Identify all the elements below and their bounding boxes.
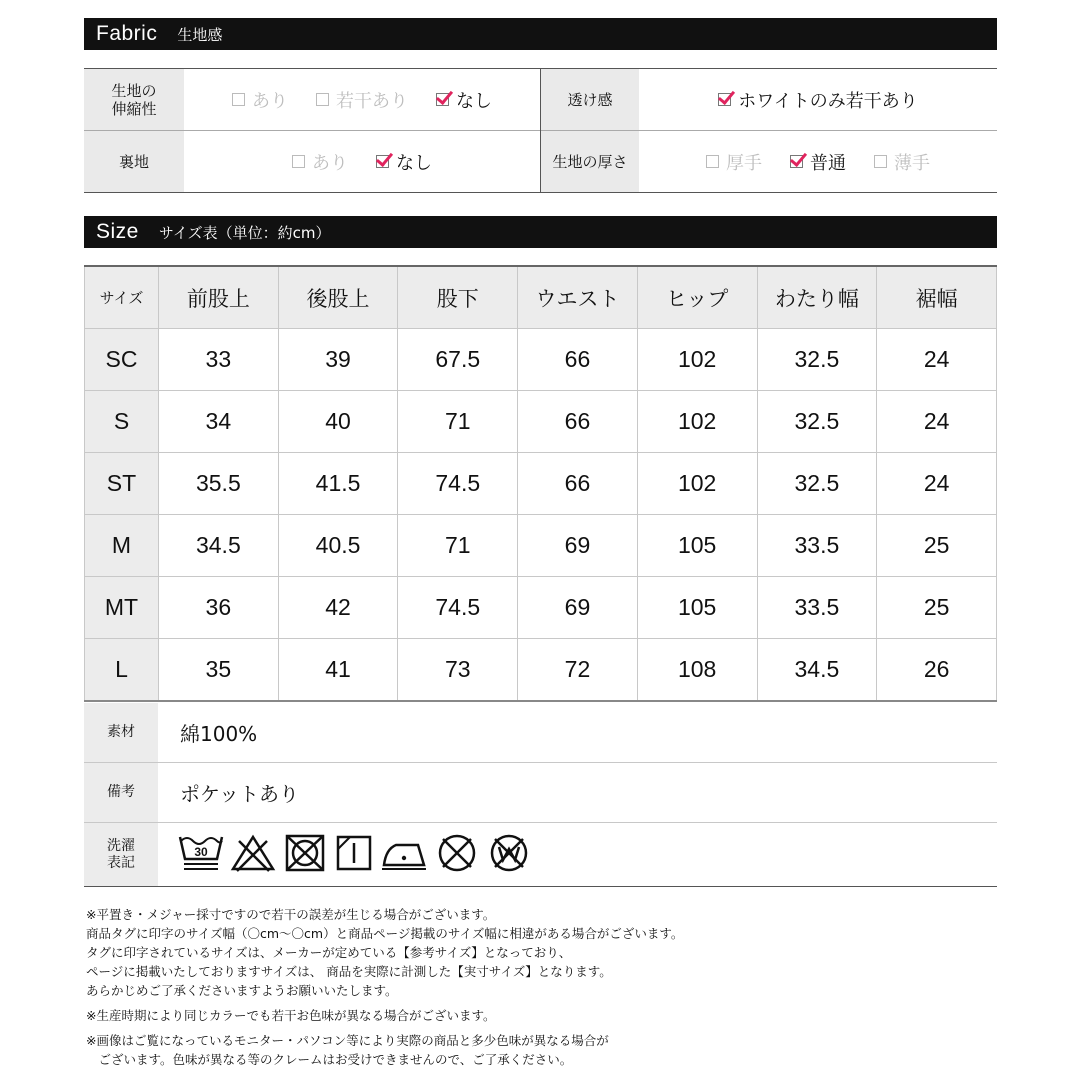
size-cell: MT <box>85 577 159 639</box>
note-line: ※生産時期により同じカラーでも若干お色味が異なる場合がございます。 <box>86 1008 496 1023</box>
checked-checkbox-icon <box>790 155 803 168</box>
table-cell: 66 <box>518 453 638 515</box>
column-header: 裾幅 <box>877 266 997 329</box>
note-line: タグに印字されているサイズは、メーカーが定めている【参考サイズ】となっており、 <box>86 945 572 960</box>
sheer-label: 透け感 <box>541 69 639 130</box>
table-row <box>85 639 997 702</box>
table-cell: 24 <box>877 391 997 453</box>
checked-checkbox-icon <box>718 93 731 106</box>
thickness-option-thick: 厚手 <box>706 149 762 175</box>
table-row <box>85 577 997 639</box>
column-header: わたり幅 <box>757 266 877 329</box>
checked-checkbox-icon <box>436 93 449 106</box>
table-row <box>85 391 997 453</box>
table-cell: 35.5 <box>159 453 279 515</box>
line-dry-shade-icon <box>334 829 374 875</box>
fabric-header-jp: 生地感 <box>177 25 223 44</box>
remarks-value: ポケットあり <box>180 782 299 806</box>
column-header: 股下 <box>398 266 518 329</box>
column-header: ウエスト <box>518 266 638 329</box>
table-cell: 102 <box>637 329 757 391</box>
size-cell: S <box>85 391 159 453</box>
notes <box>86 905 986 1069</box>
table-cell: 25 <box>877 577 997 639</box>
table-cell: 39 <box>278 329 398 391</box>
size-table-header-row <box>85 266 997 329</box>
table-cell: 69 <box>518 515 638 577</box>
table-row <box>85 515 997 577</box>
stretch-options <box>184 69 540 130</box>
table-cell: 32.5 <box>757 391 877 453</box>
table-cell: 26 <box>877 639 997 702</box>
table-cell: 32.5 <box>757 329 877 391</box>
note-line: ※平置き・メジャー採寸ですので若干の誤差が生じる場合がございます。 <box>86 907 496 922</box>
table-cell: 102 <box>637 453 757 515</box>
no-tumble-dry-icon <box>282 829 328 875</box>
table-cell: 71 <box>398 515 518 577</box>
table-cell: 32.5 <box>757 453 877 515</box>
table-cell: 105 <box>637 577 757 639</box>
table-cell: 105 <box>637 515 757 577</box>
material-row <box>84 703 997 763</box>
table-cell: 33.5 <box>757 515 877 577</box>
size-cell: SC <box>85 329 159 391</box>
table-cell: 24 <box>877 453 997 515</box>
checkbox-icon <box>874 155 887 168</box>
svg-text:30: 30 <box>194 845 208 859</box>
fabric-header-en: Fabric <box>96 22 158 45</box>
table-row <box>85 453 997 515</box>
no-wet-clean-icon <box>486 829 532 875</box>
table-cell: 69 <box>518 577 638 639</box>
lining-options <box>184 131 540 192</box>
wash-30-icon <box>178 829 224 875</box>
table-cell: 34.5 <box>757 639 877 702</box>
table-cell: 41.5 <box>278 453 398 515</box>
checkbox-icon <box>316 93 329 106</box>
column-header: サイズ <box>85 266 159 329</box>
size-table <box>84 265 997 702</box>
column-divider <box>540 69 541 192</box>
table-cell: 102 <box>637 391 757 453</box>
table-cell: 41 <box>278 639 398 702</box>
stretch-option-yes: あり <box>232 87 288 113</box>
thickness-options <box>639 131 997 192</box>
lining-label: 裏地 <box>84 131 184 192</box>
table-cell: 67.5 <box>398 329 518 391</box>
table-cell: 72 <box>518 639 638 702</box>
remarks-row <box>84 763 997 823</box>
checked-checkbox-icon <box>376 155 389 168</box>
lining-option-yes: あり <box>292 149 348 175</box>
table-cell: 66 <box>518 329 638 391</box>
note-line: ※画像はご覧になっているモニター・パソコン等により実際の商品と多少色味が異なる場合が ございます。色味が異なる等のクレームはお受けできませんので、ご了承ください。 <box>86 1033 609 1067</box>
fabric-section-header <box>84 18 997 50</box>
table-cell: 35 <box>159 639 279 702</box>
checkbox-icon <box>706 155 719 168</box>
care-row <box>84 823 997 886</box>
sheer-options <box>639 69 997 130</box>
table-cell: 40 <box>278 391 398 453</box>
size-header-jp: サイズ表（単位：約cm） <box>158 223 331 242</box>
table-cell: 25 <box>877 515 997 577</box>
material-label: 素材 <box>84 703 158 762</box>
table-cell: 74.5 <box>398 577 518 639</box>
checkbox-icon <box>292 155 305 168</box>
thickness-label: 生地の厚さ <box>541 131 639 192</box>
thickness-option-thin: 薄手 <box>874 149 930 175</box>
table-cell: 108 <box>637 639 757 702</box>
no-bleach-icon <box>230 829 276 875</box>
note-line: あらかじめご了承くださいますようお願いいたします。 <box>86 983 398 998</box>
stretch-option-slight: 若干あり <box>316 87 408 113</box>
lining-option-none: なし <box>376 149 432 175</box>
fabric-table <box>84 68 997 193</box>
size-cell: L <box>85 639 159 702</box>
material-value: 綿100% <box>180 722 258 746</box>
table-cell: 33 <box>159 329 279 391</box>
table-cell: 66 <box>518 391 638 453</box>
table-cell: 24 <box>877 329 997 391</box>
column-header: 前股上 <box>159 266 279 329</box>
table-cell: 33.5 <box>757 577 877 639</box>
table-cell: 34.5 <box>159 515 279 577</box>
table-row <box>85 329 997 391</box>
note-line: 商品タグに印字のサイズ幅（〇cm〜〇cm）と商品ページ掲載のサイズ幅に相違がある場合がございます。 <box>86 926 684 941</box>
iron-low-icon <box>380 829 428 875</box>
size-header-en: Size <box>96 220 139 243</box>
info-table <box>84 703 997 887</box>
table-cell: 36 <box>159 577 279 639</box>
table-cell: 34 <box>159 391 279 453</box>
no-dry-clean-icon <box>434 829 480 875</box>
checkbox-icon <box>232 93 245 106</box>
column-header: ヒップ <box>637 266 757 329</box>
stretch-option-none: なし <box>436 87 492 113</box>
care-icons <box>178 829 532 875</box>
thickness-option-normal: 普通 <box>790 149 846 175</box>
stretch-label: 生地の 伸縮性 <box>84 69 184 130</box>
table-cell: 40.5 <box>278 515 398 577</box>
remarks-label: 備考 <box>84 763 158 822</box>
table-cell: 42 <box>278 577 398 639</box>
size-cell: M <box>85 515 159 577</box>
table-cell: 71 <box>398 391 518 453</box>
care-label: 洗濯 表記 <box>84 823 158 886</box>
note-line: ページに掲載いたしておりますサイズは、 商品を実際に計測した【実寸サイズ】となります。 <box>86 964 612 979</box>
table-cell: 74.5 <box>398 453 518 515</box>
size-section-header <box>84 216 997 248</box>
table-cell: 73 <box>398 639 518 702</box>
size-cell: ST <box>85 453 159 515</box>
sheer-option-white-slight: ホワイトのみ若干あり <box>718 87 917 113</box>
column-header: 後股上 <box>278 266 398 329</box>
